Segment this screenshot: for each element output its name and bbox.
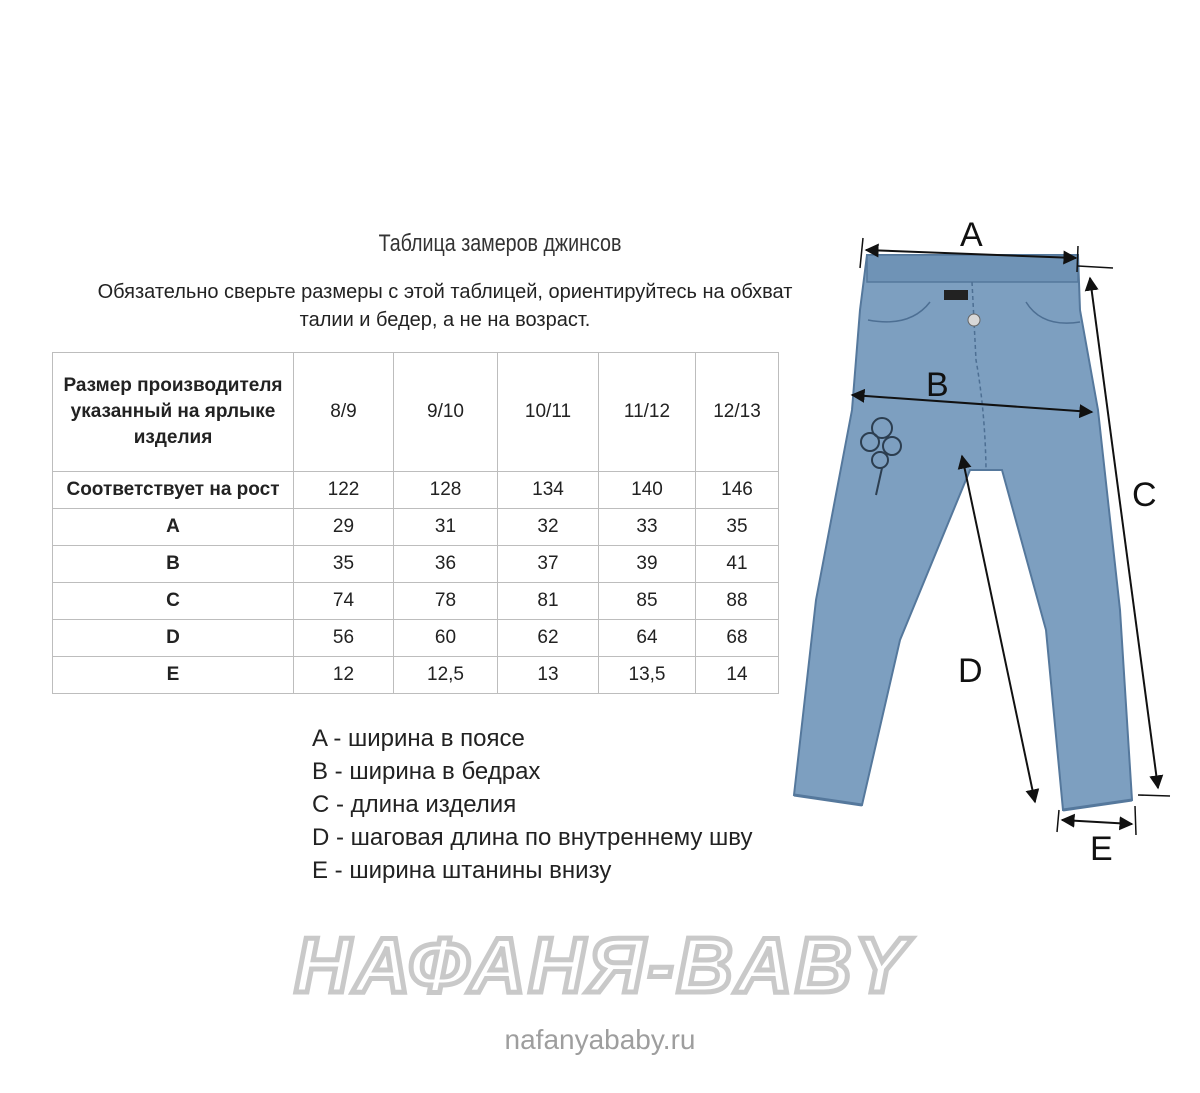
row-label: E <box>53 657 294 694</box>
table-cell: 74 <box>294 583 394 620</box>
table-cell: 35 <box>696 509 779 546</box>
size-header: 9/10 <box>394 353 498 472</box>
size-table <box>52 352 779 694</box>
waistband <box>867 255 1078 282</box>
table-cell: 68 <box>696 620 779 657</box>
label-c: C <box>1132 476 1157 514</box>
table-cell: 31 <box>394 509 498 546</box>
legend-item: A - ширина в поясе <box>312 725 525 752</box>
page-title: Таблица замеров джинсов <box>378 230 622 257</box>
table-cell: 134 <box>498 472 599 509</box>
row-label: C <box>53 583 294 620</box>
table-cell: 88 <box>696 583 779 620</box>
table-cell: 78 <box>394 583 498 620</box>
table-cell: 60 <box>394 620 498 657</box>
table-row <box>53 546 779 583</box>
table-cell: 12,5 <box>394 657 498 694</box>
table-row <box>53 620 779 657</box>
table-cell: 146 <box>696 472 779 509</box>
table-cell: 37 <box>498 546 599 583</box>
website-url: nafanyababy.ru <box>504 1024 696 1055</box>
row-label: A <box>53 509 294 546</box>
label-a: A <box>960 216 983 254</box>
jeans-measurement-diagram <box>780 210 1200 870</box>
subtitle <box>30 278 860 334</box>
hem-tick-right <box>1135 806 1136 835</box>
subtitle-line-1: Обязательно сверьте размеры с этой таблицей, ориентируйтесь на обхват <box>97 281 793 303</box>
table-cell: 81 <box>498 583 599 620</box>
table-cell: 12 <box>294 657 394 694</box>
header-label: Размер производителя указанный на ярлыке изделия <box>53 353 294 472</box>
legend-item: D - шаговая длина по внутреннему шву <box>312 824 753 851</box>
waist-tick-right <box>1077 246 1078 272</box>
size-header: 12/13 <box>696 353 779 472</box>
table-cell: 35 <box>294 546 394 583</box>
table-cell: 14 <box>696 657 779 694</box>
table-cell: 41 <box>696 546 779 583</box>
length-tick-top <box>1078 266 1113 268</box>
size-header: 8/9 <box>294 353 394 472</box>
table-row <box>53 657 779 694</box>
table-cell: 122 <box>294 472 394 509</box>
jeans-image <box>794 255 1132 810</box>
row-label: D <box>53 620 294 657</box>
brand-label <box>944 290 968 300</box>
measurement-legend <box>312 722 752 887</box>
jeans-body <box>794 255 1132 810</box>
legend-item: C - длина изделия <box>312 791 517 818</box>
table-cell: 29 <box>294 509 394 546</box>
table-cell: 64 <box>599 620 696 657</box>
waist-button <box>968 314 980 326</box>
table-cell: 13 <box>498 657 599 694</box>
size-header: 11/12 <box>599 353 696 472</box>
table-cell: 85 <box>599 583 696 620</box>
table-header-row <box>53 353 779 472</box>
legend-item: E - ширина штанины внизу <box>312 857 612 884</box>
brand-logo <box>294 912 910 1022</box>
table-cell: 39 <box>599 546 696 583</box>
row-label: Соответствует на рост <box>53 472 294 509</box>
table-cell: 128 <box>394 472 498 509</box>
table-cell: 140 <box>599 472 696 509</box>
table-row <box>53 472 779 509</box>
size-header: 10/11 <box>498 353 599 472</box>
hem-tick-left <box>1057 810 1059 832</box>
legend-item: B - ширина в бедрах <box>312 758 541 785</box>
table-cell: 36 <box>394 546 498 583</box>
table-row <box>53 509 779 546</box>
table-cell: 33 <box>599 509 696 546</box>
hem-measure-line <box>1062 820 1132 824</box>
table-cell: 62 <box>498 620 599 657</box>
brand-logo-text: НАФАНЯ-BABY <box>294 921 910 1009</box>
table-row <box>53 583 779 620</box>
table-cell: 32 <box>498 509 599 546</box>
row-label: B <box>53 546 294 583</box>
label-b: B <box>926 366 949 404</box>
subtitle-line-2: талии и бедер, а не на возраст. <box>299 309 591 331</box>
table-cell: 13,5 <box>599 657 696 694</box>
waist-tick-left <box>860 238 863 268</box>
length-tick-bottom <box>1138 795 1170 796</box>
label-e: E <box>1090 830 1113 868</box>
table-cell: 56 <box>294 620 394 657</box>
label-d: D <box>958 652 983 690</box>
